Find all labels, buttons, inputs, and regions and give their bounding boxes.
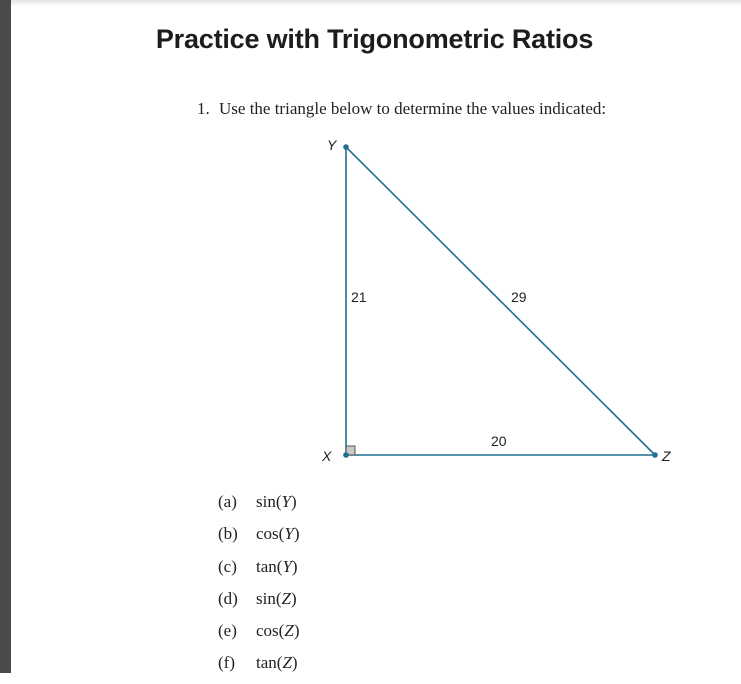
trig-function: cos	[256, 524, 279, 544]
part-label: (c)	[218, 556, 237, 576]
vertex-z-label: Z	[662, 448, 671, 464]
trig-function: tan	[256, 556, 277, 576]
vertex-y-point	[343, 144, 349, 150]
triangle-xyz	[346, 147, 655, 455]
part-c: (c) tan(Y)	[218, 555, 299, 587]
question-number: 1.	[197, 99, 210, 118]
angle-variable: Z	[282, 653, 292, 673]
part-f: (f) tan(Z)	[218, 651, 299, 683]
angle-variable: Y	[281, 492, 291, 511]
angle-variable: Y	[284, 524, 294, 544]
part-label: (f)	[218, 653, 235, 673]
part-label: (d)	[218, 588, 238, 608]
angle-variable: Y	[282, 556, 292, 576]
part-d: (d) sin(Z)	[218, 587, 299, 619]
page-title: Practice with Trigonometric Ratios	[155, 24, 594, 54]
part-e: (e) cos(Z)	[218, 619, 299, 651]
vertex-y-label: Y	[327, 137, 337, 153]
part-b: (b) cos(Y)	[218, 522, 299, 554]
vertex-x-label: X	[322, 448, 332, 464]
side-xz-length: 20	[491, 433, 507, 449]
trig-function: sin	[256, 588, 276, 608]
angle-variable: Z	[281, 588, 291, 608]
side-xy-length: 21	[351, 289, 367, 305]
parts-list	[218, 490, 299, 684]
vertex-z-point	[652, 452, 658, 458]
side-yz-length: 29	[511, 289, 527, 305]
question-text: Use the triangle below to determine the values indicated:	[219, 99, 607, 118]
trig-function: sin	[256, 492, 276, 511]
trig-function: tan	[256, 653, 277, 673]
part-a: (a) sin(Y)	[218, 490, 299, 522]
part-label: (a)	[218, 492, 237, 511]
angle-variable: Z	[284, 621, 294, 641]
part-label: (e)	[218, 621, 237, 641]
trig-function: cos	[256, 621, 279, 641]
part-label: (b)	[218, 524, 238, 544]
vertex-x-point	[343, 452, 349, 458]
